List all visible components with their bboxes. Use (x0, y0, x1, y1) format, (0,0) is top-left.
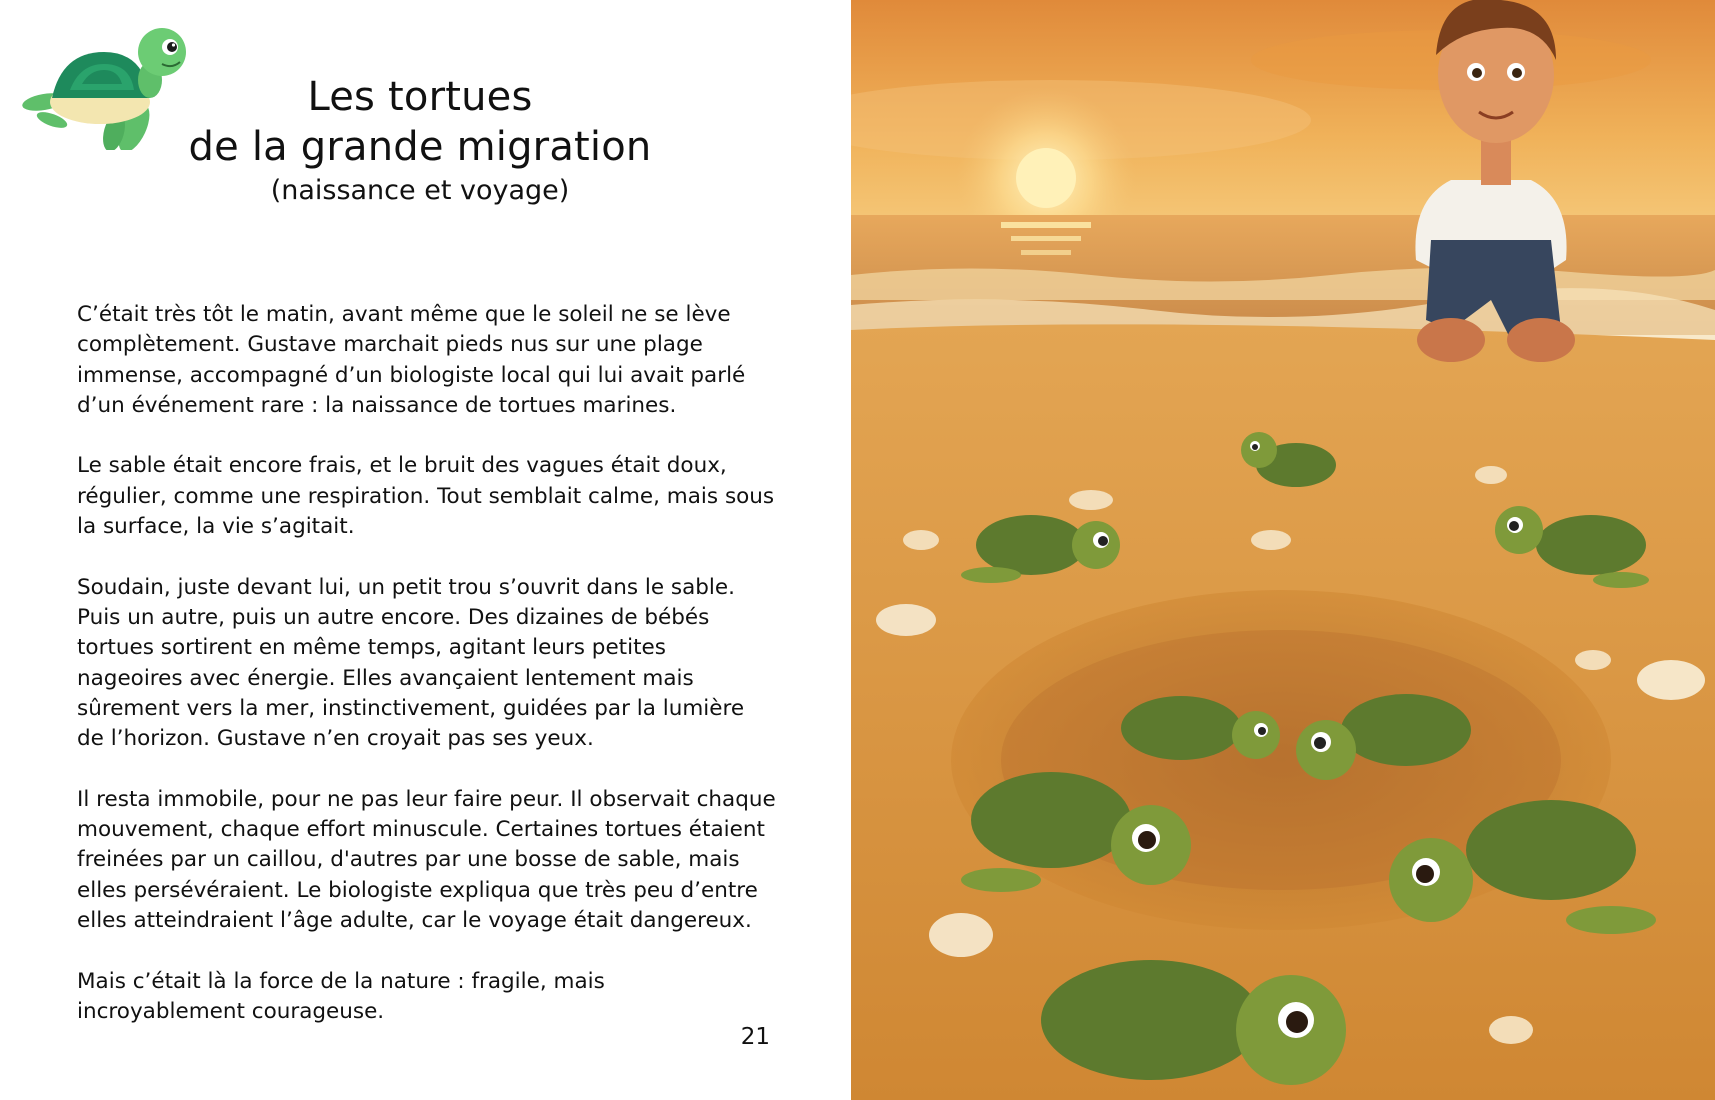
paragraph-3: Soudain, juste devant lui, un petit trou s’ouvrit dans le sable. Puis un autre, puis un autre encore. Des dizaines de bébés tortues sortirent en même temps, agitant leurs petites nageoires avec énergie. Elles avançaient lentement mais sûrement vers la mer, instinctivement, guidées par la lumière de l’horizon. Gustave n’en croyait pas ses yeux. (77, 574, 745, 752)
title-block (120, 72, 720, 208)
beach-illustration (851, 0, 1715, 1100)
baby-turtle (1041, 960, 1346, 1085)
paragraph-4: Il resta immobile, pour ne pas leur faire peur. Il observait chaque mouvement, chaque effort minuscule. Certaines tortues étaient freinées par un caillou, d'autres par une bosse de sable, mais elles persévéraient. Le biologiste expliqua que très peu d’entre elles atteindraient l’âge adulte, car le voyage était dangereux. (77, 786, 776, 933)
title-line-1: Les tortues (307, 74, 533, 120)
title-line-2: de la grande migration (188, 124, 652, 170)
paragraph-2: Le sable était encore frais, et le bruit des vagues était doux, régulier, comme une respiration. Tout semblait calme, mais sous la surface, la vie s’agitait. (77, 453, 775, 540)
paragraph-1: C’était très tôt le matin, avant même que le soleil ne se lève complètement. Gustave marchait pieds nus sur une plage immense, accompagné d’un biologiste local qui lui avait parlé d’un événement rare : la naissance de tortues marines. (77, 302, 746, 418)
left-page (0, 0, 851, 1100)
page-number: 21 (740, 1024, 770, 1050)
subtitle: (naissance et voyage) (270, 175, 570, 206)
illustration-page (851, 0, 1715, 1100)
story-text (77, 300, 777, 1057)
paragraph-5: Mais c’était là la force de la nature : fragile, mais incroyablement courageuse. (77, 968, 605, 1024)
